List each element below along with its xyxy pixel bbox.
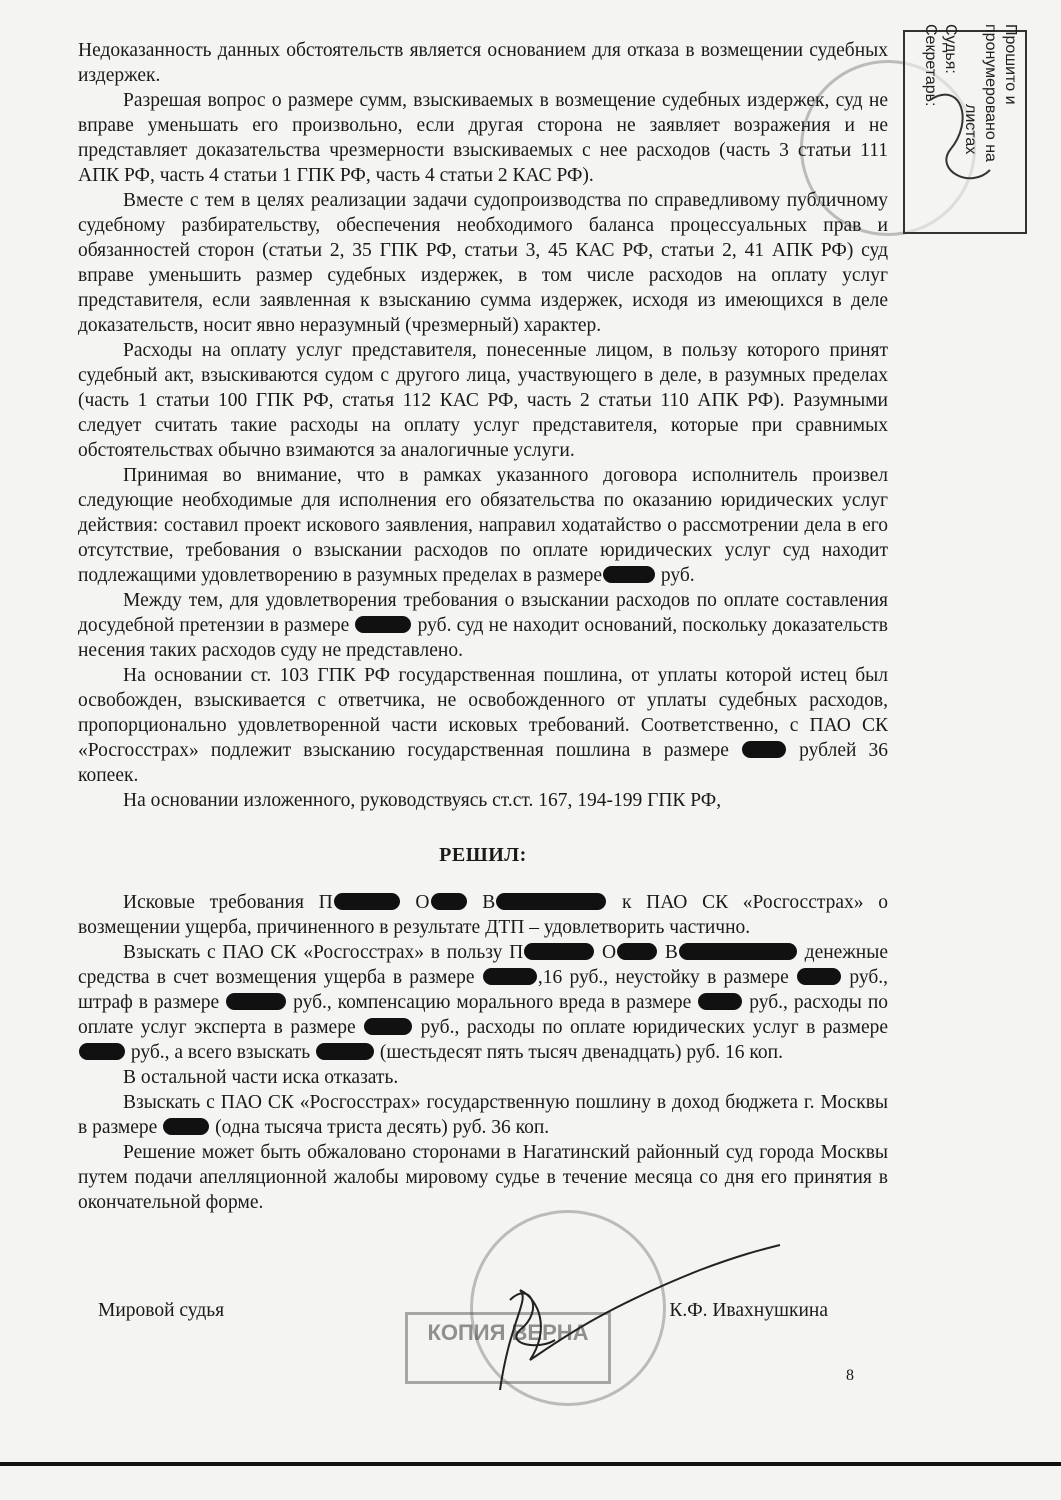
text-run: О (415, 892, 430, 913)
text-run: руб., штраф в размере (78, 967, 889, 1013)
stamp-line: Секретарь: (922, 24, 939, 107)
redaction (79, 1043, 125, 1060)
redaction (742, 741, 786, 758)
text-run: Взыскать с ПАО СК «Росгосстрах» государственную пошлину в доход бюджета г. Москвы в размере (78, 1092, 888, 1138)
text-run: О (602, 942, 617, 963)
stamp-line: Прошито и (1002, 24, 1019, 105)
redaction (334, 893, 400, 910)
binding-stamp-text (920, 24, 1020, 162)
judge-title: Мировой судья (98, 1300, 225, 1321)
text-run: руб. суд не находит оснований, поскольку доказательств несения таких расходов суду не представлено. (78, 615, 888, 661)
text-run: На основании ст. 103 ГПК РФ государственная пошлина, от уплаты которой истец был освобожден, взыскивается с ответчика, не освобожденного от уплаты судебных расходов, пропорционально удовлетворенной части исковых требований. Соответственно, с ПАО СК «Росгосстрах» подлежит взысканию государственная пошлина в размере (78, 665, 888, 761)
paragraph (78, 463, 888, 588)
text-run: руб., а всего взыскать (130, 1042, 311, 1063)
paragraph (78, 1090, 888, 1140)
paragraph (78, 588, 888, 663)
text-run: В (482, 892, 496, 913)
judge-name: К.Ф. Ивахнушкина (669, 1300, 828, 1321)
redaction (316, 1043, 374, 1060)
signature-block (98, 1300, 828, 1322)
stamp-line: пронумеровано на (982, 24, 999, 162)
paragraph (78, 890, 888, 940)
paragraph: Недоказанность данных обстоятельств является основанием для отказа в возмещении судебных издержек. (78, 40, 888, 86)
scan-edge (0, 1462, 1061, 1466)
text-run: Взыскать с ПАО СК «Росгосстрах» в пользу П (123, 942, 524, 963)
redaction (483, 968, 537, 985)
paragraph: Разрешая вопрос о размере сумм, взыскиваемых в возмещение судебных издержек, суд не вправе уменьшать его произвольно, если другая сторона не заявляет возражения и не представляет доказательства чрезмерности взыскиваемых с нее расходов (часть 3 статьи 111 АПК РФ, часть 4 статьи 1 ГПК РФ, часть 4 статьи 2 КАС РФ). (78, 90, 888, 186)
copy-certified-stamp: КОПИЯ ВЕРНА (405, 1312, 611, 1384)
text-run: Между тем, для удовлетворения требования о взыскании расходов по оплате составления досудебной претензии в размере (78, 590, 888, 636)
text-run: (шестьдесят пять тысяч двенадцать) руб. 16 коп. (379, 1042, 783, 1063)
redaction (364, 1018, 412, 1035)
redaction (163, 1118, 209, 1135)
stamp-line: листах (962, 104, 979, 155)
redaction (431, 893, 467, 910)
paragraph (78, 940, 888, 1065)
text-run: руб., расходы по оплате юридических услуг в размере (420, 1017, 889, 1038)
stamp-line: Судья: (942, 24, 959, 74)
text-run: (одна тысяча триста десять) руб. 36 коп. (215, 1117, 550, 1138)
text-run: денежные средства в счет возмещения ущерба в размере (78, 942, 889, 988)
paragraph: Расходы на оплату услуг представителя, понесенные лицом, в пользу которого принят судебный акт, взыскиваются судом с другого лица, участвующего в деле, в разумных пределах (часть 1 статьи 100 ГПК РФ, статья 112 КАС РФ, часть 2 статьи 110 АПК РФ). Разумными следует считать такие расходы на оплату услуг представителя, которые при сравнимых обстоятельствах обычно взимаются за аналогичные услуги. (78, 340, 888, 461)
decision-heading: РЕШИЛ: (439, 844, 527, 866)
redaction (603, 566, 655, 583)
redaction (617, 943, 657, 960)
paragraph: Решение может быть обжаловано сторонами в Нагатинский районный суд города Москвы путем подачи апелляционной жалобы мировому судье в течение месяца со дня его принятия в окончательной форме. (78, 1142, 888, 1213)
text-run: к ПАО СК «Росгосстрах» о возмещении ущерба, причиненного в результате ДТП – удовлетворить частично. (78, 892, 888, 938)
paragraph (78, 663, 888, 788)
redaction (679, 943, 797, 960)
redaction (496, 893, 606, 910)
text-run: руб., расходы по оплате услуг эксперта в размере (78, 992, 889, 1038)
redaction (355, 616, 411, 633)
text-run: Принимая во внимание, что в рамках указанного договора исполнитель произвел следующие необходимые для исполнения его обязательства по оказанию юридических услуг действия: составил проект искового заявления, направил ходатайство о рассмотрении дела в его отсутствие, требования о взыскании расходов по оплате юридических услуг суд находит подлежащими удовлетворению в разумных пределах в размере (78, 465, 888, 586)
text-run: руб. (660, 565, 695, 586)
text-run: руб., компенсацию морального вреда в размере (293, 992, 692, 1013)
text-run: Исковые требования П (123, 892, 333, 913)
paragraph: На основании изложенного, руководствуясь ст.ст. 167, 194-199 ГПК РФ, (123, 790, 722, 811)
redaction (698, 993, 742, 1010)
page-number: 8 (846, 1367, 854, 1384)
document-body (78, 38, 888, 1215)
text-run: ,16 руб., неустойку в размере (537, 967, 789, 988)
redaction (524, 943, 594, 960)
paragraph: Вместе с тем в целях реализации задачи судопроизводства по справедливому публичному судебному разбирательству, обеспечения необходимого баланса процессуальных прав и обязанностей сторон (статьи 2, 35 ГПК РФ, статьи 3, 45 КАС РФ, статьи 2, 41 АПК РФ) суд вправе уменьшить размер судебных издержек, в том числе расходов на оплату услуг представителя, если заявленная к взысканию сумма издержек, исходя из имеющихся в деле доказательств, носит явно неразумный (чрезмерный) характер. (78, 190, 888, 336)
text-run: В (664, 942, 678, 963)
paragraph: В остальной части иска отказать. (123, 1067, 399, 1088)
text-run: рублей 36 копеек. (78, 740, 889, 786)
redaction (797, 968, 841, 985)
redaction (226, 993, 286, 1010)
